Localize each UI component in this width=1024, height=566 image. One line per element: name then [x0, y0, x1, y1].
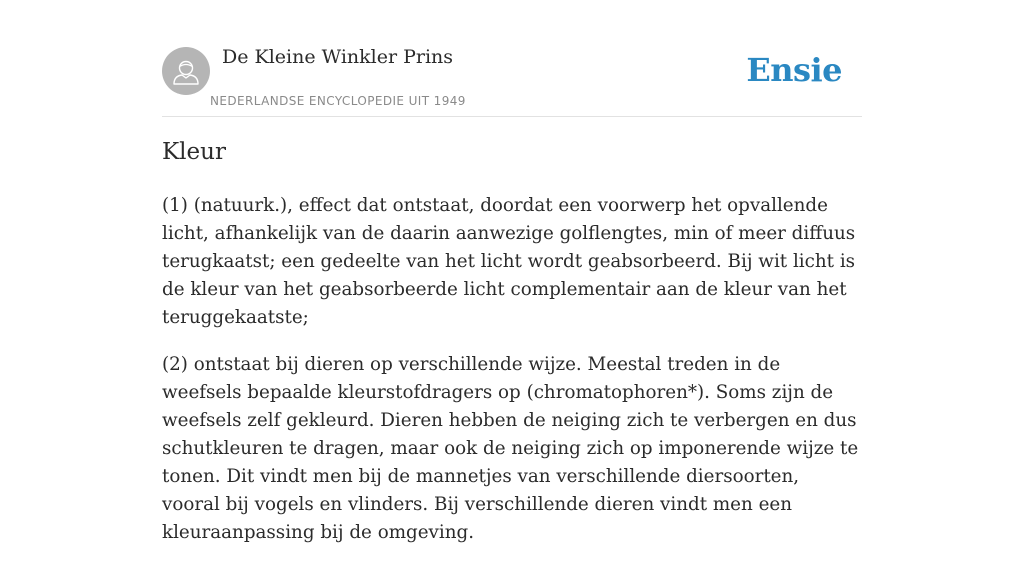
site-logo[interactable]: Ensie: [746, 51, 842, 89]
article-paragraph-1: (1) (natuurk.), effect dat ontstaat, doordat een voorwerp het opvallende licht, afhankelijk van de daarin aanwezige golflengtes, min of meer diffuus terugkaatst; een gedeelte van het licht wordt geabsorbeerd. Bij wit licht is de kleur van het geabsorbeerde licht complementair aan de kleur van het teruggekaatste;: [162, 195, 856, 328]
article-title: Kleur: [162, 139, 226, 165]
site-header: [162, 0, 862, 117]
article-body: [162, 192, 862, 566]
author-avatar[interactable]: [162, 47, 210, 95]
author-name[interactable]: De Kleine Winkler Prins: [222, 46, 454, 68]
author-subtitle: NEDERLANDSE ENCYCLOPEDIE UIT 1949: [210, 94, 466, 108]
page-container: [162, 0, 862, 543]
article-paragraph-2: (2) ontstaat bij dieren op verschillende wijze. Meestal treden in de weefsels bepaalde kleurstofdragers op (chromatophoren*). Soms zijn de weefsels zelf gekleurd. Dieren hebben de neiging zich te verbergen en dus schutkleuren te dragen, maar ook de neiging zich op imponerende wijze te tonen. Dit vindt men bij de mannetjes van verschillende diersoorten, vooral bij vogels en vlinders. Bij verschillende dieren vindt men een kleuraanpassing bij de omgeving.: [162, 354, 859, 543]
user-placeholder-icon: [162, 47, 210, 95]
